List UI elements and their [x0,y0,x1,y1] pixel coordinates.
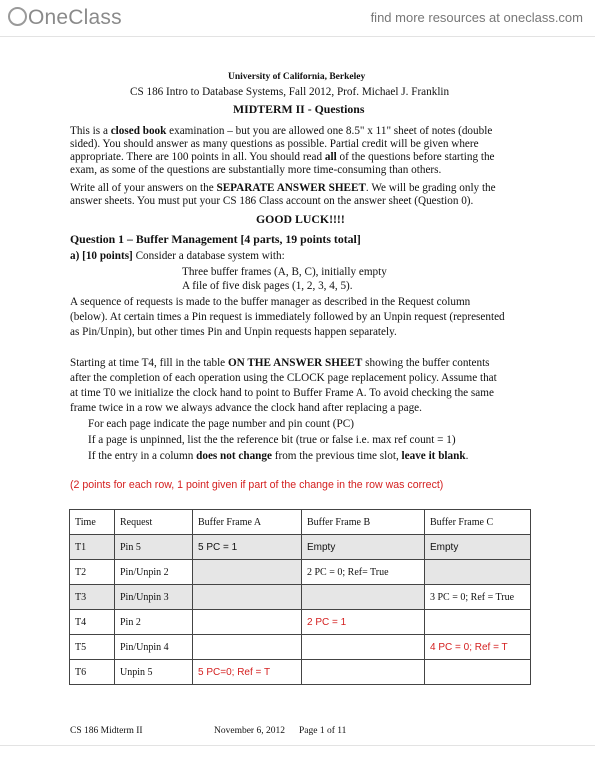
table-row [70,560,531,585]
site-footer-bar [0,745,595,770]
question-1-heading: Question 1 – Buffer Management [4 parts, 19 points total] [70,232,361,246]
cell-request: Pin/Unpin 3 [115,585,193,610]
instruction-line-1: Starting at time T4, fill in the table ON THE ANSWER SHEET showing the buffer contents [70,357,490,369]
footer-course: CS 186 Midterm II [70,726,143,736]
intro-line-3: appropriate. There are 100 points in all. You should read all of the questions before starting the [70,151,495,163]
intro-line-4: exam, as some of the questions are substantially more time-consuming than others. [70,164,442,176]
intro-line-1: This is a closed book examination – but you are allowed one 8.5" x 11" sheet of notes (double [70,125,493,137]
footer-date: November 6, 2012 [214,726,285,736]
table-header-row [70,510,531,535]
cell-time: T2 [70,560,115,585]
table-row [70,660,531,685]
instruction-line-4: frame twice in a row we always advance the clock hand after replacing a page. [70,402,422,414]
cell-frame-b [302,585,425,610]
rule-reference-bit: If a page is unpinned, list the the reference bit (true or false i.e. max ref count = 1) [88,434,456,446]
answer-sheet-line-2: answer sheets. You must put your CS 186 Class account on the answer sheet (Question 0). [70,195,474,207]
cell-frame-c: Empty [425,535,531,560]
exam-title: MIDTERM II - Questions [233,102,365,116]
sequence-line-1: A sequence of requests is made to the buffer manager as described in the Request column [70,296,471,308]
header-frame-c: Buffer Frame C [425,510,531,535]
answer-sheet-line-1: Write all of your answers on the SEPARATE ANSWER SHEET. We will be grading only the [70,182,496,194]
cell-frame-c-answer: 4 PC = 0; Ref = T [425,635,531,660]
cell-time: T1 [70,535,115,560]
cell-frame-a-answer: 5 PC=0; Ref = T [193,660,302,685]
intro-line-2: sided). You should answer as many questions as possible. Partial credit will be given where [70,138,479,150]
part-a-line: a) [10 points] Consider a database system with: [70,250,285,262]
cell-frame-b-answer: 2 PC = 1 [302,610,425,635]
header-time: Time [70,510,115,535]
grading-note: (2 points for each row, 1 point given if part of the change in the row was correct) [70,479,444,491]
instruction-line-3: at time T0 we initialize the clock hand to point to Buffer Frame A. To avoid checking the same [70,387,494,399]
cell-time: T4 [70,610,115,635]
oneclass-logo[interactable] [8,6,122,30]
site-header [0,0,595,37]
good-luck: GOOD LUCK!!!! [256,212,345,226]
table-row [70,585,531,610]
cell-request: Pin/Unpin 4 [115,635,193,660]
header-request: Request [115,510,193,535]
sequence-line-2: (below). At certain times a Pin request is immediately followed by an Unpin request (represented [70,311,505,323]
sequence-line-3: as Pin/Unpin), but other times Pin and Unpin requests happen separately. [70,326,397,338]
cell-frame-b [302,635,425,660]
cell-frame-a [193,585,302,610]
logo-text: OneClass [28,6,122,29]
course-title: CS 186 Intro to Database Systems, Fall 2012, Prof. Michael J. Franklin [130,86,450,98]
rule-page-number: For each page indicate the page number and pin count (PC) [88,418,354,430]
cell-frame-b: 2 PC = 0; Ref= True [302,560,425,585]
logo-circle-icon [8,7,27,26]
cell-frame-a [193,560,302,585]
cell-request: Pin 2 [115,610,193,635]
cell-frame-c: 3 PC = 0; Ref = True [425,585,531,610]
rule-leave-blank: If the entry in a column does not change from the previous time slot, leave it blank. [88,450,469,462]
cell-frame-a [193,610,302,635]
cell-time: T5 [70,635,115,660]
footer-page-number: Page 1 of 11 [299,726,347,736]
cell-time: T3 [70,585,115,610]
system-item-frames: Three buffer frames (A, B, C), initially empty [182,266,387,278]
find-resources-link[interactable]: find more resources at oneclass.com [370,10,583,25]
university-title: University of California, Berkeley [228,72,366,82]
table-row [70,635,531,660]
buffer-table [69,509,531,685]
cell-frame-c [425,610,531,635]
cell-time: T6 [70,660,115,685]
system-item-pages: A file of five disk pages (1, 2, 3, 4, 5). [182,280,353,292]
cell-frame-a [193,635,302,660]
cell-request: Pin/Unpin 2 [115,560,193,585]
table-row [70,535,531,560]
instruction-line-2: after the completion of each operation using the CLOCK page replacement policy. Assume that [70,372,497,384]
cell-request: Pin 5 [115,535,193,560]
table-row [70,610,531,635]
cell-request: Unpin 5 [115,660,193,685]
cell-frame-b: Empty [302,535,425,560]
cell-frame-c [425,660,531,685]
cell-frame-c [425,560,531,585]
header-frame-a: Buffer Frame A [193,510,302,535]
header-frame-b: Buffer Frame B [302,510,425,535]
cell-frame-a: 5 PC = 1 [193,535,302,560]
cell-frame-b [302,660,425,685]
